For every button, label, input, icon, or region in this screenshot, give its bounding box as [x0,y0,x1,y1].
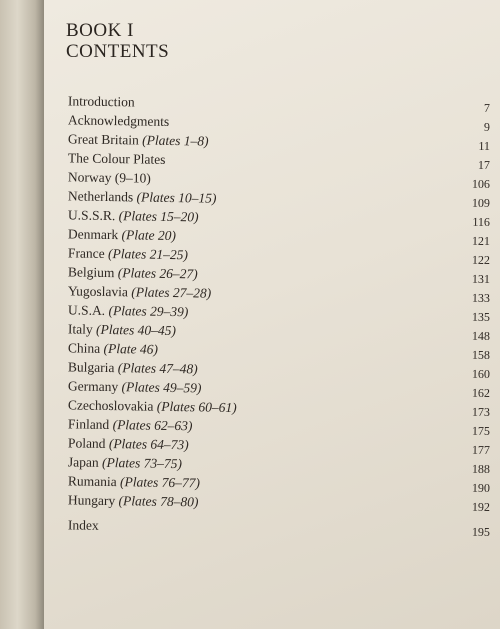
toc-entry-title [68,434,189,454]
entry-title-text: Italy [67,321,93,337]
entry-title-text: France [67,245,105,261]
entry-title-text: Netherlands [67,188,134,205]
toc-entry-title [68,263,198,283]
entry-title-text: Yugoslavia [67,283,129,300]
toc-entry-page-number: 175 [471,423,491,439]
toc-entry-title [68,415,193,435]
contents-page [44,0,500,629]
page-title [66,20,169,62]
toc-entry-page-number: 121 [471,233,491,249]
toc-entry-title [68,130,209,150]
toc-entry-page-number: 148 [471,328,491,344]
entry-title-text: Finland [67,416,110,433]
entry-plates-text: (Plates 76–77) [120,474,201,491]
toc-entry-page-number: 131 [471,271,491,287]
entry-title-text: Poland [67,435,106,451]
toc-entry-title [68,301,189,321]
entry-plates-text: (Plates 73–75) [102,454,183,472]
toc-entry-title [68,92,135,111]
entry-plates-text: (Plates 1–8) [142,132,209,149]
toc-entry-page-number: 177 [471,442,491,458]
toc-entry-page-number: 9 [483,119,491,135]
toc-entry-page-number: 133 [471,290,491,306]
toc-entry-title [68,149,166,169]
toc-entry-title [68,491,199,511]
entry-plates-text: (Plates 40–45) [96,321,177,339]
entry-title-text: Rumania [67,473,117,490]
entry-plates-text: (Plates 27–28) [131,284,212,301]
entry-title-text: China [67,340,101,356]
toc-entry-page-number: 17 [477,157,491,173]
entry-plates-text: (Plates 78–80) [118,493,199,510]
entry-title-text: Introduction [67,93,135,110]
entry-plates-text: (Plates 26–27) [117,265,198,282]
entry-plates-text: (Plates 10–15) [136,189,217,206]
entry-plates-text: (Plates 29–39) [108,303,189,320]
toc-entry-title [68,358,198,378]
toc-entry-title [68,453,182,473]
toc-entry-title [68,244,188,264]
toc-entry-title [68,111,170,131]
toc-entry-page-number: 195 [471,524,491,540]
toc-entry-page-number: 188 [471,461,491,477]
entry-title-text: Japan [67,454,99,470]
entry-title-text: Acknowledgments [67,112,170,129]
entry-title-text: Hungary [67,492,116,509]
contents-label: CONTENTS [66,41,170,62]
entry-title-text: U.S.S.R. [67,207,116,224]
entry-plates-text: (Plates 15–20) [118,208,199,225]
toc-entry-page-number: 109 [471,195,491,211]
toc-entry-page-number: 158 [471,347,491,363]
entry-plates-text: (Plates 62–63) [112,417,193,434]
entry-plates-text: (Plate 46) [103,340,159,357]
toc-entry-page-number: 162 [471,385,491,401]
toc-entry-title [68,472,200,492]
toc-entry-title [68,168,151,187]
toc-entry-page-number: 135 [471,309,491,325]
entry-title-text: Bulgaria [67,359,115,376]
toc-entry-title [68,377,202,397]
toc-entry-page-number: 190 [471,480,491,496]
toc-entry-title [68,339,158,358]
toc-entry-page-number: 11 [478,138,491,154]
entry-plates-text: (Plates 60–61) [156,398,237,416]
toc-entry-title [68,187,217,207]
toc-entry-title [68,516,99,534]
toc-entry-page-number: 192 [471,499,491,515]
entry-title-text: U.S.A. [67,302,106,318]
toc-entry-title [68,225,176,245]
entry-title-text: Great Britain [67,131,139,148]
entry-title-text: Czechoslovakia [67,397,154,414]
toc-entry-page-number: 173 [471,404,491,420]
entry-title-text: The Colour Plates [67,150,166,167]
toc-entry [44,516,500,541]
toc-entry-title [68,396,237,417]
entry-title-text: Index [67,517,99,533]
entry-plates-text: (Plates 64–73) [108,436,189,453]
entry-plates-text: (Plates 47–48) [117,360,198,377]
toc-entry-page-number: 116 [472,214,491,230]
toc-entry-page-number: 160 [471,366,491,382]
entry-title-text: Norway (9–10) [67,169,151,186]
toc-entry-title [68,320,176,340]
toc-entry-title [68,282,212,302]
toc-entry-title [68,206,199,226]
entry-title-text: Belgium [67,264,115,281]
toc-entry-page-number: 7 [483,100,491,116]
entry-plates-text: (Plates 21–25) [107,246,189,263]
entry-plates-text: (Plates 49–59) [121,379,202,396]
entry-title-text: Germany [67,378,119,395]
toc-entry-page-number: 106 [471,176,491,192]
entry-title-text: Denmark [67,226,119,243]
book-gutter [0,0,44,629]
entry-plates-text: (Plate 20) [121,227,177,244]
toc-entry-page-number: 122 [471,252,491,268]
book-label: BOOK I [66,20,134,41]
